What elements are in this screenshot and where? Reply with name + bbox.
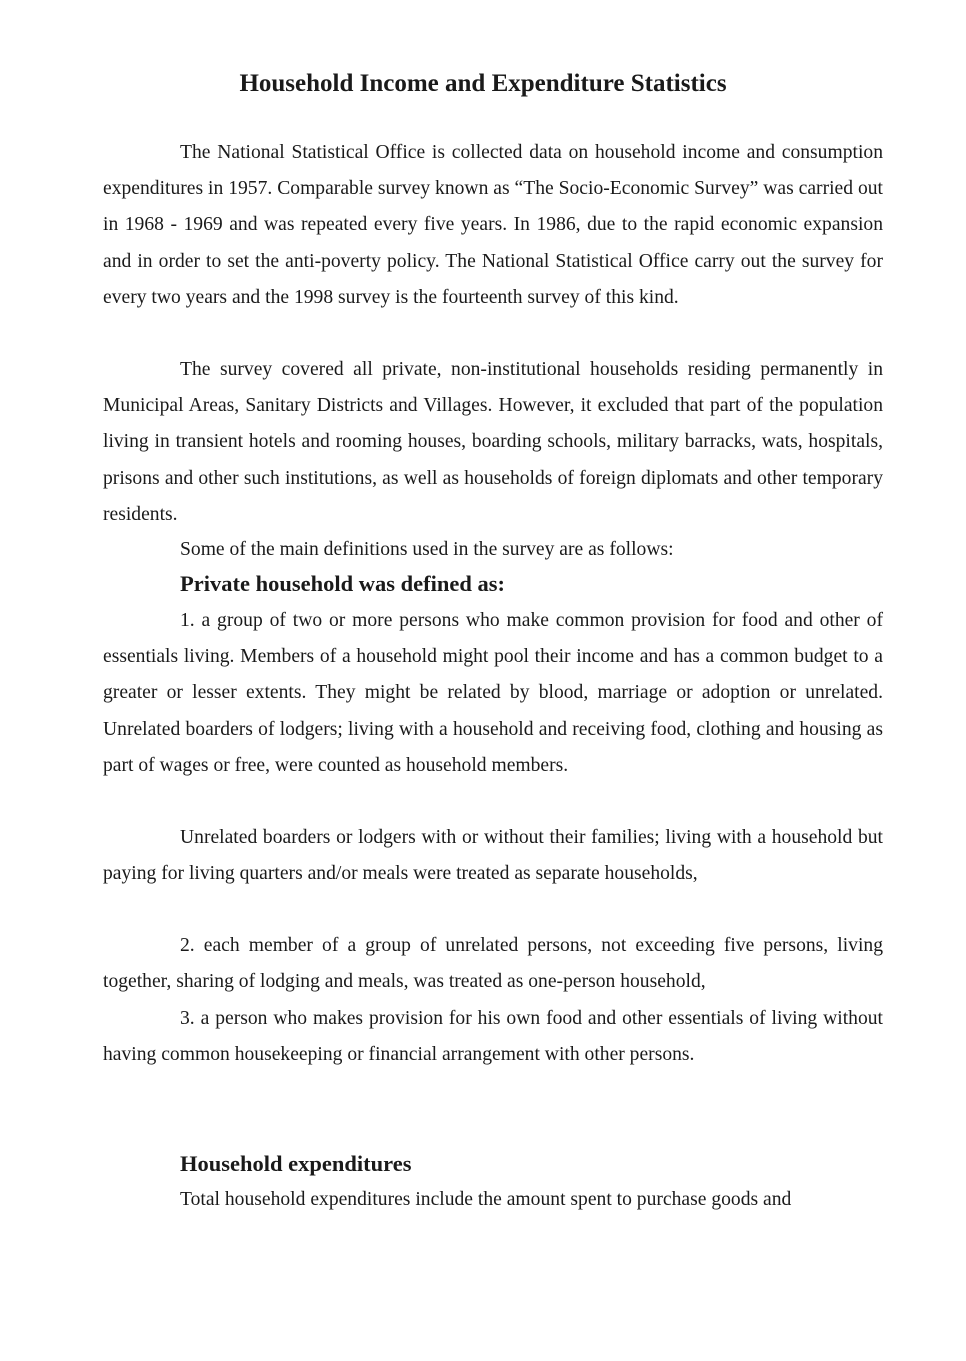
definitions-intro: Some of the main definitions used in the survey are as follows: [180, 539, 674, 560]
private-household-heading: Private household was defined as: [180, 571, 506, 596]
expenditures-paragraph: Total household expenditures include the amount spent to purchase goods and [180, 1189, 792, 1210]
coverage-paragraph: The survey covered all private, non-institutional households residing permanently in Municipal Areas, Sanitary Districts and Villages. However, it excluded that part of the population living in transient hotels and rooming houses, boarding schools, military barracks, wats, hospitals, prisons and other such institutions, as well as households of foreign diplomats and other temporary residents. [103, 359, 883, 525]
definition-3: 3. a person who makes provision for his own food and other essentials of living without having common housekeeping or financial arrangement with other persons. [103, 1008, 883, 1066]
definition-1-continued: Unrelated boarders or lodgers with or without their families; living with a household but paying for living quarters and/or meals were treated as separate households, [103, 827, 883, 885]
definition-2: 2. each member of a group of unrelated persons, not exceeding five persons, living together, sharing of lodging and meals, was treated as one-person household, [103, 935, 883, 993]
page-title: Household Income and Expenditure Statistics [239, 70, 727, 97]
expenditures-heading: Household expenditures [180, 1151, 412, 1176]
intro-paragraph: The National Statistical Office is collected data on household income and consumption expenditures in 1957. Comparable survey known as “The Socio-Economic Survey” was carried out in 1968 - 1969 and was repeated every five years. In 1986, due to the rapid economic expansion and in order to set the anti-poverty policy. The National Statistical Office carry out the survey for every two years and the 1998 survey is the fourteenth survey of this kind. [103, 142, 883, 308]
definition-1: 1. a group of two or more persons who make common provision for food and other of essentials living. Members of a household might pool their income and has a common budget to a greater or lesser extents. They might be related by blood, marriage or adoption or unrelated. Unrelated boarders of lodgers; living with a household and receiving food, clothing and housing as part of wages or free, were counted as household members. [103, 610, 883, 776]
